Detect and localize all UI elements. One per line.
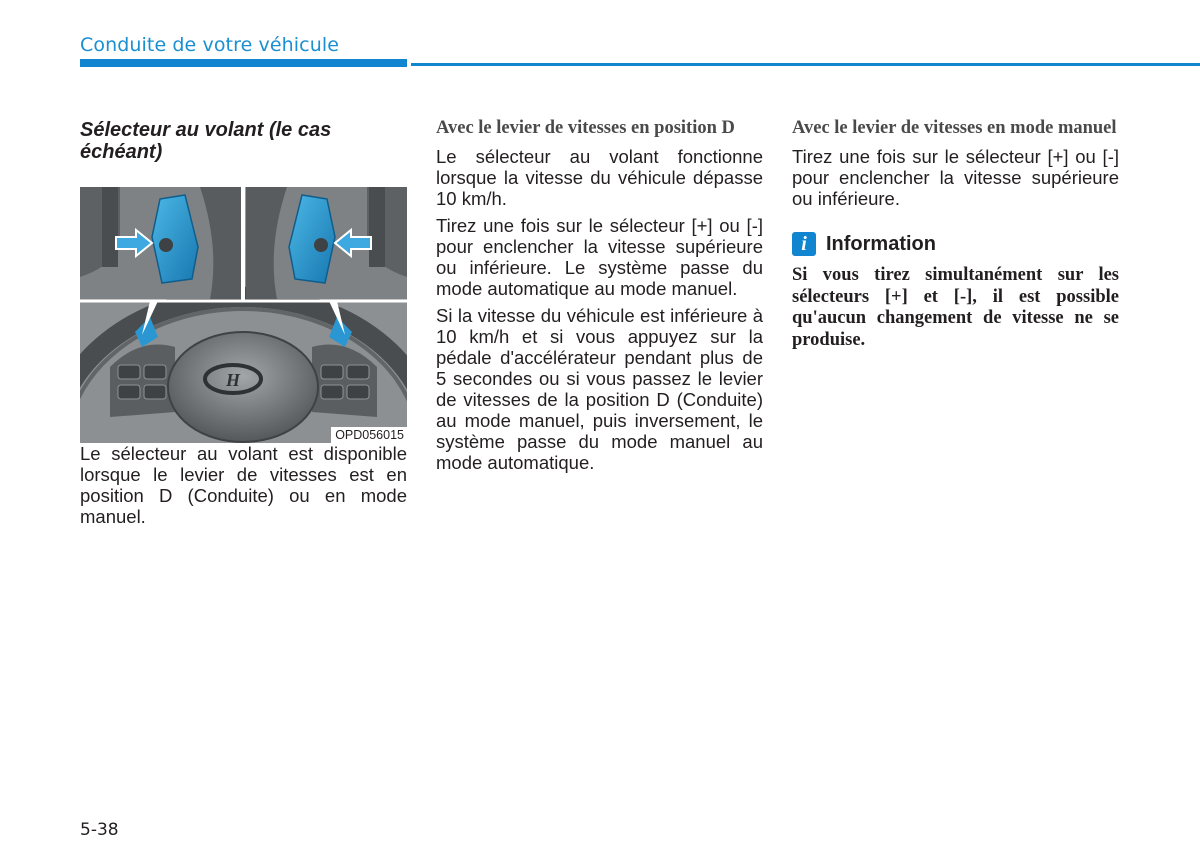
section-title: Avec le levier de vitesses en mode manuel xyxy=(792,118,1117,138)
information-heading xyxy=(792,232,1119,256)
information-body: Si vous tirez simultanément sur les sélecteurs [+] et [-], il est possible qu'aucun changement de vitesse ne se produise. xyxy=(792,265,1119,350)
steering-wheel-figure xyxy=(80,187,407,443)
running-header: Conduite de votre véhicule xyxy=(80,34,340,56)
column-drive-position xyxy=(436,117,763,473)
section-title: Avec le levier de vitesses en position D xyxy=(436,118,735,138)
paragraph: Le sélecteur au volant fonctionne lorsque la vitesse du véhicule dépasse 10 km/h. xyxy=(436,146,763,209)
header-rule xyxy=(411,63,1200,66)
paragraph: Si la vitesse du véhicule est inférieure à 10 km/h et si vous appuyez sur la pédale d'accélérateur pendant plus de 5 secondes ou si vous passez le levier de vitesses de la position D (Conduite) au mode manuel, puis inversement, le système passe du mode manuel au mode automatique. xyxy=(436,305,763,473)
paragraph: Tirez une fois sur le sélecteur [+] ou [-] pour enclencher la vitesse supérieure ou inférieure. Le système passe du mode automatique au mode manuel. xyxy=(436,215,763,299)
figure-caption: Le sélecteur au volant est disponible lorsque le levier de vitesses est en position D (Conduite) ou en mode manuel. xyxy=(80,443,407,527)
header-bar xyxy=(80,59,407,67)
svg-text:H: H xyxy=(225,370,241,390)
column-manual-mode xyxy=(792,117,1119,351)
paddle-shifter-illustration xyxy=(80,187,407,443)
section-title: Sélecteur au volant (le cas échéant) xyxy=(80,119,332,163)
page-number: 5-38 xyxy=(80,820,119,840)
figure-code: OPD056015 xyxy=(331,427,407,443)
info-icon: i xyxy=(792,232,816,256)
information-title: Information xyxy=(826,232,936,255)
paragraph: Tirez une fois sur le sélecteur [+] ou [-] pour enclencher la vitesse supérieure ou inférieure. xyxy=(792,146,1119,209)
column-paddle-shifter xyxy=(80,117,407,527)
